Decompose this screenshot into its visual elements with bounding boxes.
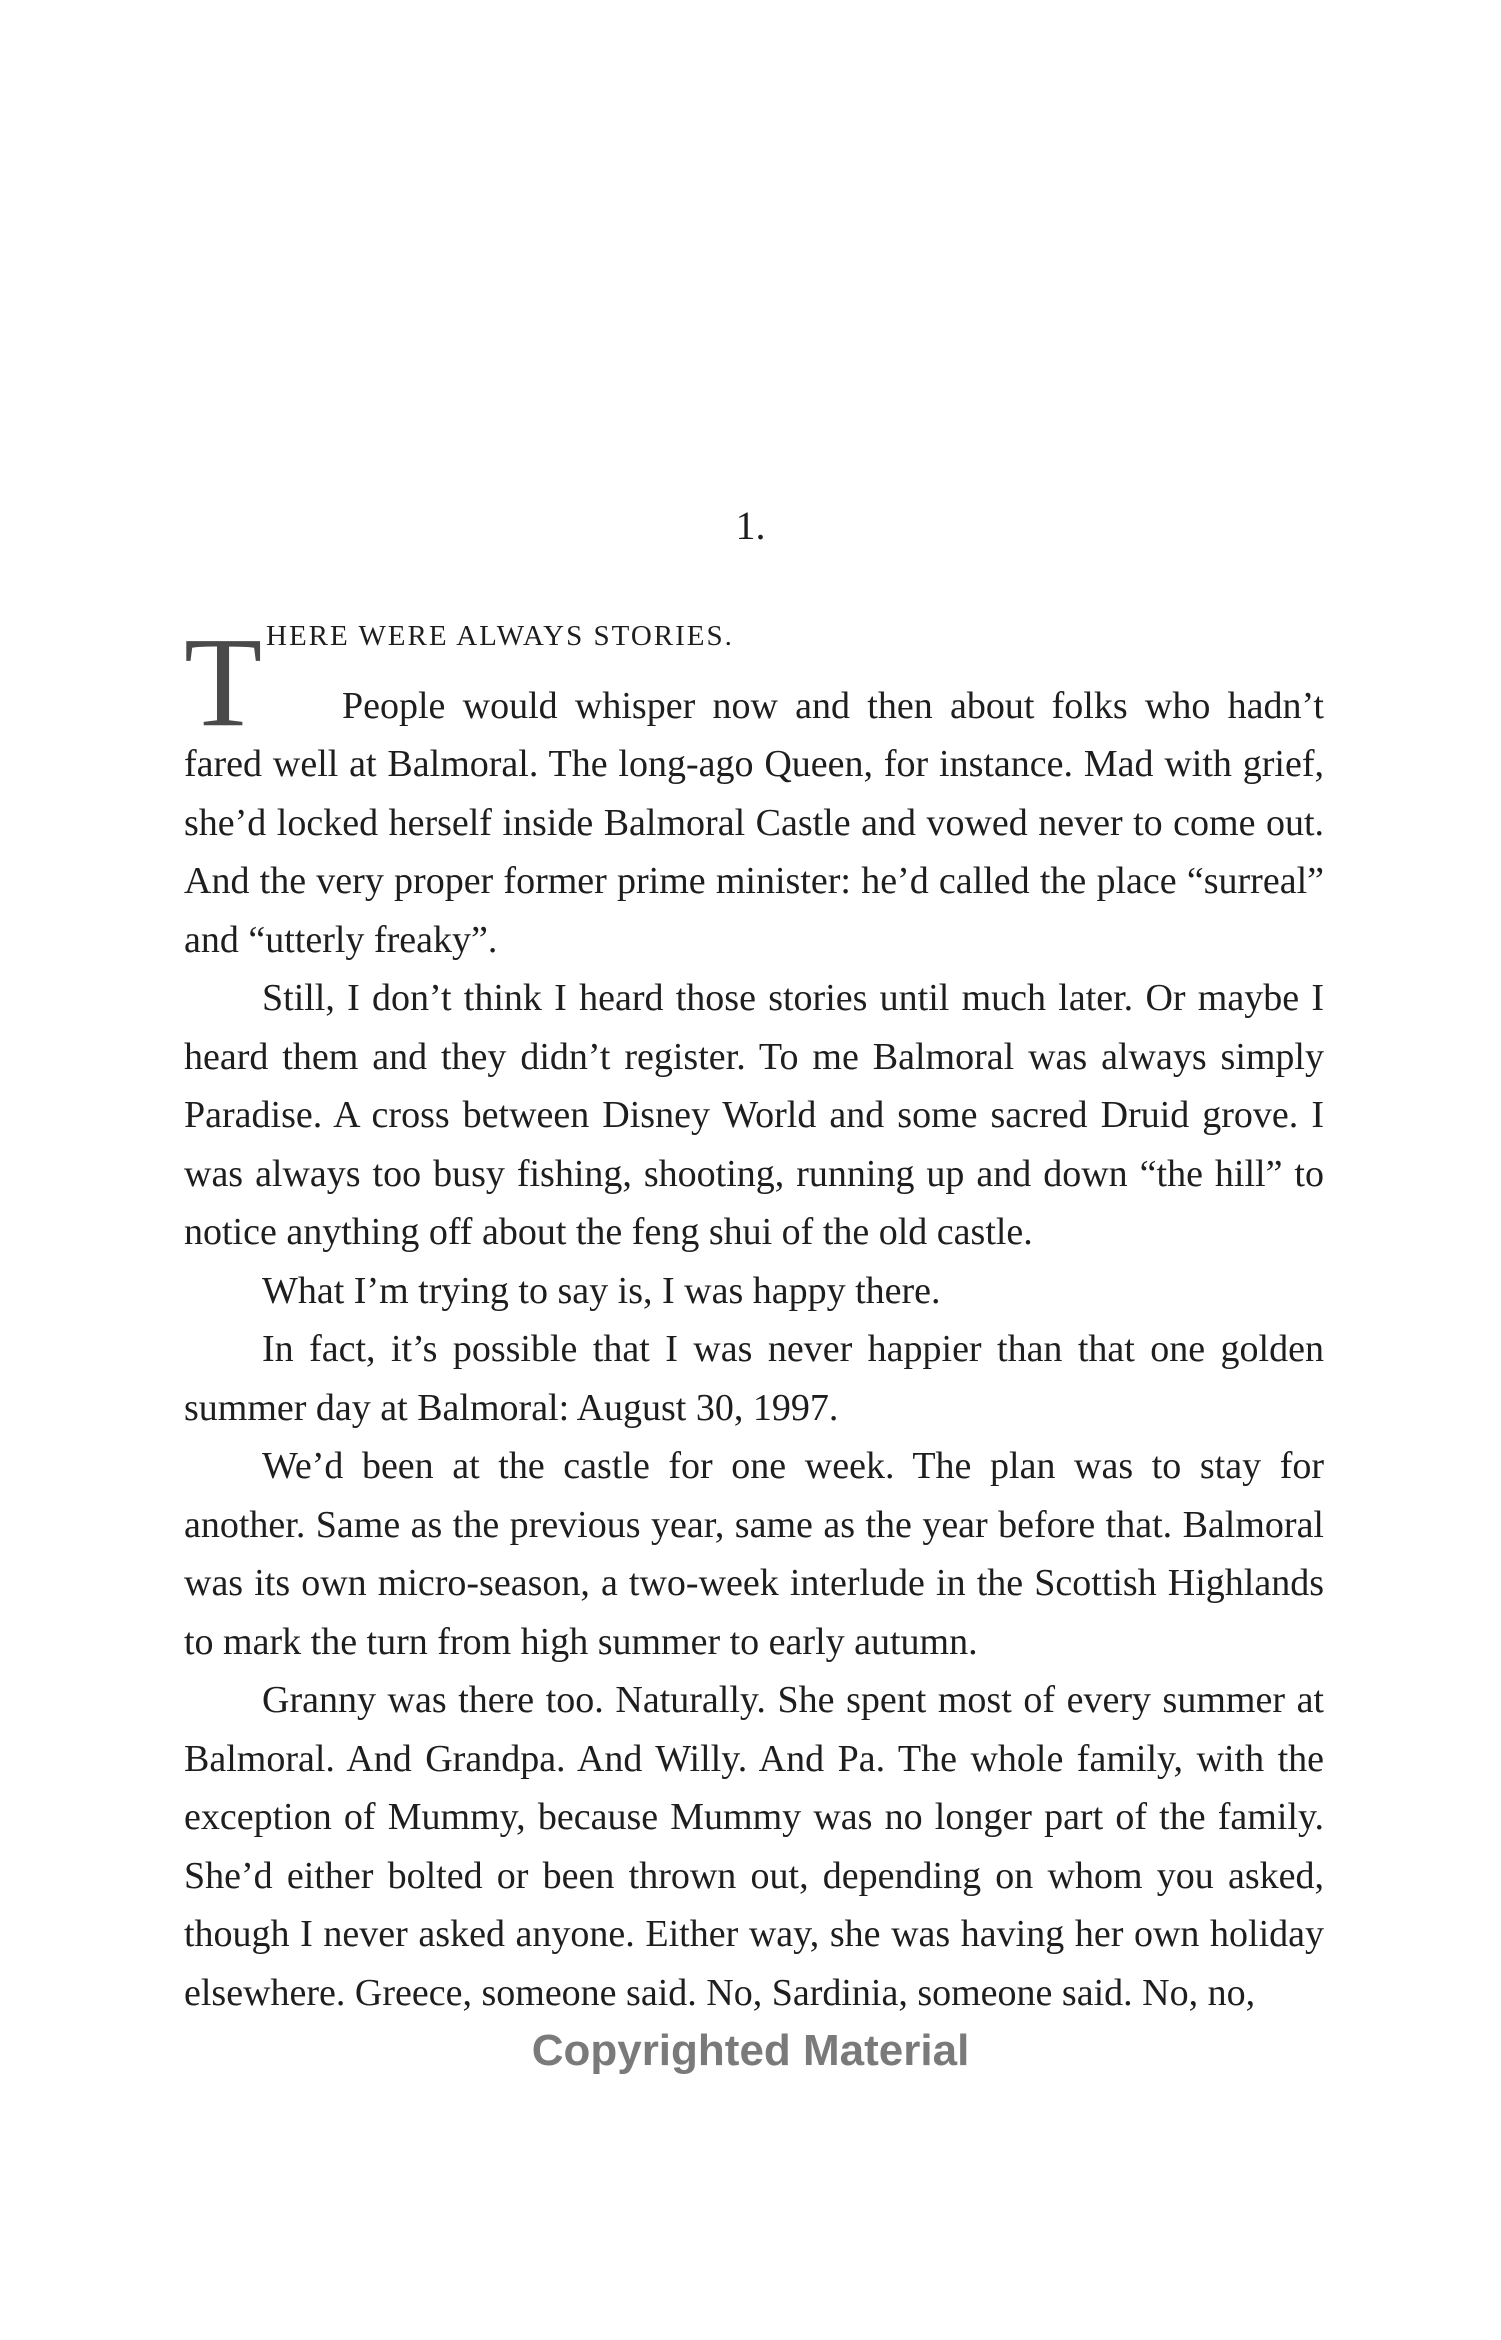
chapter-body <box>184 611 1324 2022</box>
paragraph: In fact, it’s possible that I was never happier than that one golden summer day at Balmoral: August 30, 1997. <box>184 1328 1324 1429</box>
chapter-opening <box>184 611 1324 753</box>
paragraph: We’d been at the castle for one week. The plan was to stay for another. Same as the previous year, same as the year before that. Balmoral was its own micro-season, a two-week interlude in the Scottish Highlands to mark the turn from high summer to early autumn. <box>184 1445 1324 1663</box>
paragraph: Granny was there too. Naturally. She spent most of every summer at Balmoral. And Grandpa. And Willy. And Pa. The whole family, with the exception of Mummy, because Mummy was no longer part of the family. She’d either bolted or been thrown out, depending on whom you asked, though I never asked anyone. Either way, she was having her own holiday elsewhere. Greece, someone said. No, Sardinia, someone said. No, no, <box>184 1679 1324 2014</box>
chapter-number: 1. <box>735 503 766 548</box>
copyright-watermark: Copyrighted Material <box>531 2026 970 2075</box>
paragraph: What I’m trying to say is, I was happy there. <box>262 1269 941 1312</box>
opening-line: HERE WERE ALWAYS STORIES. <box>266 620 734 652</box>
drop-cap: T <box>184 611 263 753</box>
paragraph: People would whisper now and then about folks who hadn’t fared well at Balmoral. The long-ago Queen, for instance. Mad with grief, she’d locked herself inside Balmoral Castle and vowed never to come out. And the very proper former prime minister: he’d called the place “surreal” and “utterly freaky”. <box>184 684 1324 961</box>
paragraph: Still, I don’t think I heard those stories until much later. Or maybe I heard them and they didn’t register. To me Balmoral was always simply Paradise. A cross between Disney World and some sacred Druid grove. I was always too busy fishing, shooting, running up and down “the hill” to notice anything off about the feng shui of the old castle. <box>184 977 1324 1253</box>
